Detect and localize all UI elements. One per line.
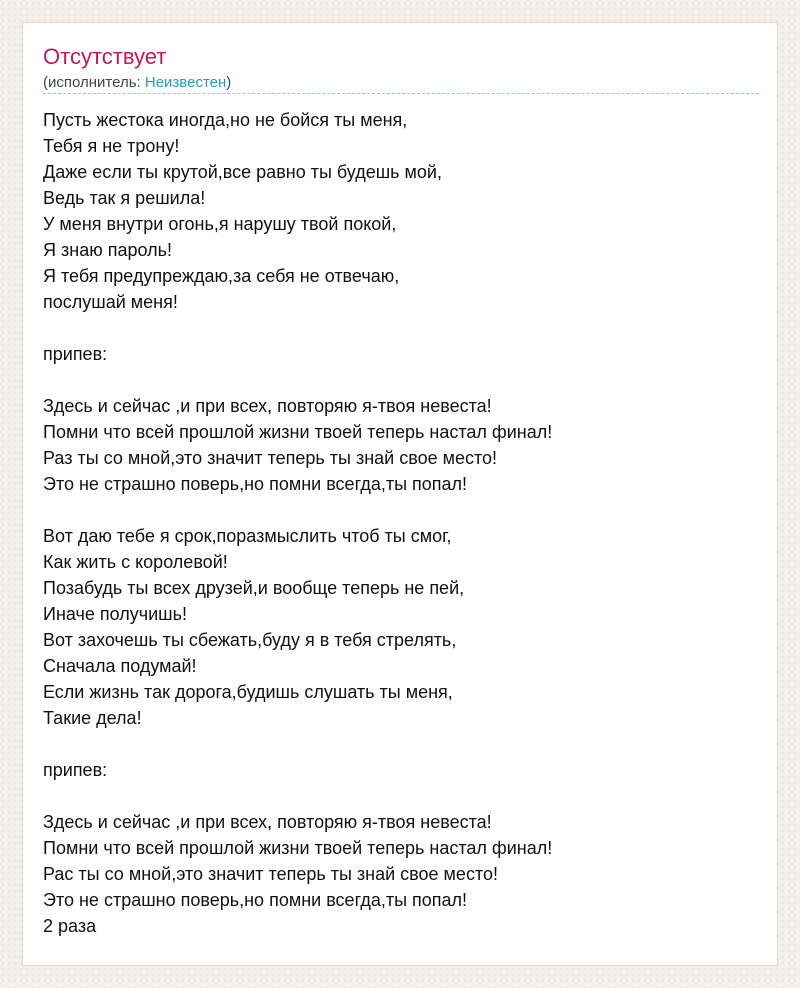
- lyric-line: Вот захочешь ты сбежать,буду я в тебя стрелять,: [43, 630, 457, 650]
- lyric-line: припев:: [43, 344, 108, 364]
- lyric-line: [43, 367, 552, 393]
- lyrics-card: [22, 22, 778, 966]
- lyric-line: Если жизнь так дорога,будишь слушать ты меня,: [43, 682, 453, 702]
- lyric-line: Раз ты со мной,это значит теперь ты знай свое место!: [43, 448, 498, 468]
- artist-suffix: ): [226, 74, 232, 91]
- lyric-line: Иначе получишь!: [43, 604, 187, 624]
- lyric-line: Позабудь ты всех друзей,и вообще теперь не пей,: [43, 578, 465, 598]
- lyric-line: [43, 497, 552, 523]
- lyric-line: Рас ты со мной,это значит теперь ты знай свое место!: [43, 864, 498, 884]
- lyric-line: Пусть жестока иногда,но не бойся ты меня,: [43, 110, 408, 130]
- lyric-line: Сначала подумай!: [43, 656, 197, 676]
- lyric-line: Вот даю тебе я срок,поразмыслить чтоб ты смог,: [43, 526, 452, 546]
- lyrics-text: [43, 107, 552, 939]
- lyric-line: [43, 731, 552, 757]
- lyric-line: 2 раза: [43, 916, 97, 936]
- artist-link[interactable]: Неизвестен: [144, 74, 227, 91]
- lyric-line: Помни что всей прошлой жизни твоей теперь настал финал!: [43, 838, 553, 858]
- lyric-line: [43, 315, 552, 341]
- lyric-line: Здесь и сейчас ,и при всех, повторяю я-твоя невеста!: [43, 812, 492, 832]
- lyric-line: Помни что всей прошлой жизни твоей теперь настал финал!: [43, 422, 553, 442]
- artist-prefix: (исполнитель:: [43, 74, 145, 91]
- lyric-line: Ведь так я решила!: [43, 188, 206, 208]
- song-title: Отсутствует: [43, 44, 167, 69]
- lyric-line: Тебя я не трону!: [43, 136, 180, 156]
- lyric-line: Это не страшно поверь,но помни всегда,ты попал!: [43, 474, 468, 494]
- artist-line: [43, 73, 231, 93]
- lyric-line: Здесь и сейчас ,и при всех, повторяю я-твоя невеста!: [43, 396, 492, 416]
- lyric-line: Я тебя предупреждаю,за себя не отвечаю,: [43, 266, 400, 286]
- lyric-line: Я знаю пароль!: [43, 240, 172, 260]
- title-divider: [43, 93, 759, 94]
- lyric-line: [43, 783, 552, 809]
- lyric-line: У меня внутри огонь,я нарушу твой покой,: [43, 214, 397, 234]
- lyric-line: припев:: [43, 760, 108, 780]
- lyric-line: Такие дела!: [43, 708, 142, 728]
- lyric-line: Даже если ты крутой,все равно ты будешь мой,: [43, 162, 442, 182]
- lyric-line: Как жить с королевой!: [43, 552, 228, 572]
- lyric-line: Это не страшно поверь,но помни всегда,ты попал!: [43, 890, 468, 910]
- lyric-line: послушай меня!: [43, 292, 178, 312]
